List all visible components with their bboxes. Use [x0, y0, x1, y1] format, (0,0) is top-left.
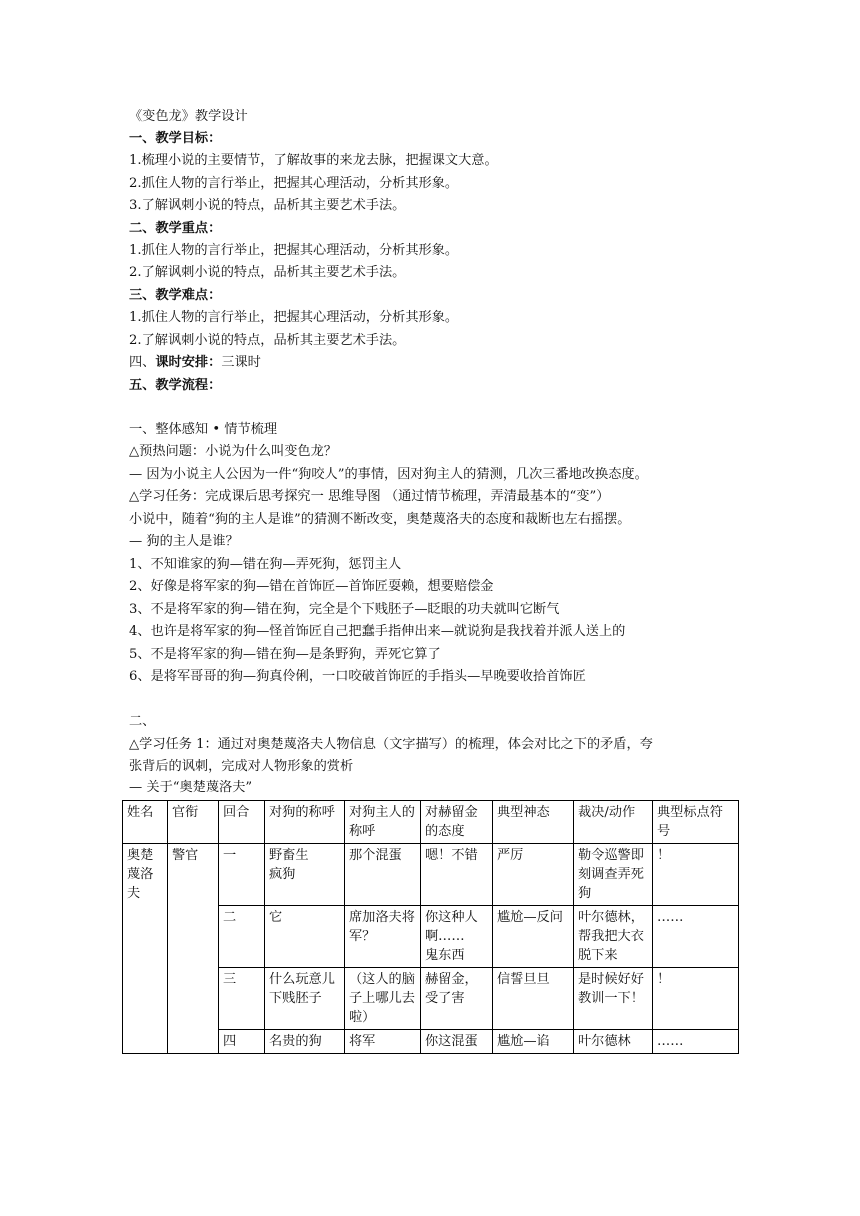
part1-line: △预热问题：小说为什么叫变色龙？: [129, 444, 337, 459]
section-heading-schedule: [129, 354, 261, 371]
goal-item: 1.梳理小说的主要情节，了解故事的来龙去脉，把握课文大意。: [129, 153, 498, 168]
header-cell: 姓名: [123, 801, 168, 844]
header-cell: 裁决/动作: [574, 801, 653, 844]
round-cell: 一: [219, 844, 265, 906]
table-cell: 严厉: [493, 844, 574, 906]
round-cell: 二: [219, 906, 265, 968]
part2-line: △学习任务 1：通过对奥楚蔑洛夫人物信息（文字描写）的梳理，体会对比之下的矛盾，夸: [129, 737, 653, 752]
table-cell: ……: [653, 1030, 739, 1054]
section-heading-goals: 一、教学目标：: [129, 131, 222, 146]
part1-heading: 一、整体感知 • 情节梳理: [129, 422, 278, 437]
table-cell: ！: [653, 968, 739, 1030]
table-cell: 野畜生 疯狗: [265, 844, 345, 906]
table-cell: 尴尬—谄: [493, 1030, 574, 1054]
table-cell: 尴尬—反问: [493, 906, 574, 968]
table-cell: （这人的脑子上哪儿去啦）: [345, 968, 421, 1030]
part1-line: 1、不知谁家的狗—错在狗—弄死狗，惩罚主人: [129, 557, 402, 572]
section-heading-process: 五、教学流程：: [129, 378, 222, 393]
table-cell: 那个混蛋: [345, 844, 421, 906]
table-cell: 你这混蛋: [421, 1030, 493, 1054]
table-cell: ！: [653, 844, 739, 906]
goal-item: 3.了解讽刺小说的特点，品析其主要艺术手法。: [129, 198, 406, 213]
table-cell: 勒令巡警即刻调查弄死狗: [574, 844, 653, 906]
table-cell: 叶尔德林: [574, 1030, 653, 1054]
difficulty-item: 2.了解讽刺小说的特点，品析其主要艺术手法。: [129, 333, 406, 348]
section-heading-focus: 二、教学重点：: [129, 221, 222, 236]
part1-line: 小说中，随着“狗的主人是谁”的猜测不断改变，奥楚蔑洛夫的态度和裁断也左右摇摆。: [129, 512, 631, 527]
header-cell: 对赫留金的态度: [421, 801, 493, 844]
schedule-label: 课时安排：: [155, 355, 222, 370]
table-cell: 嗯！不错: [421, 844, 493, 906]
header-cell: 官衔: [168, 801, 219, 844]
focus-item: 2.了解讽刺小说的特点，品析其主要艺术手法。: [129, 265, 406, 280]
doc-title: 《变色龙》教学设计: [129, 109, 248, 124]
header-cell: 对狗主人的称呼: [345, 801, 421, 844]
header-cell: 典型标点符号: [653, 801, 739, 844]
goal-item: 2.抓住人物的言行举止，把握其心理活动，分析其形象。: [129, 176, 459, 191]
part2-line: — 关于“奥楚蔑洛夫”: [129, 780, 253, 795]
part1-line: 6、是将军哥哥的狗—狗真伶俐，一口咬破首饰匠的手指头—早晚要收拾首饰匠: [129, 669, 586, 684]
round-cell: 四: [219, 1030, 265, 1054]
part1-line: 2、好像是将军家的狗—错在首饰匠—首饰匠耍赖，想要赔偿金: [129, 579, 494, 594]
focus-item: 1.抓住人物的言行举止，把握其心理活动，分析其形象。: [129, 243, 459, 258]
section-heading-difficulty: 三、教学难点：: [129, 288, 222, 303]
table-cell: 你这种人啊…… 鬼东西: [421, 906, 493, 968]
part1-line: — 狗的主人是谁？: [129, 534, 239, 549]
table-header-row: [123, 801, 739, 844]
part1-line: 4、也许是将军家的狗—怪首饰匠自己把蠢手指伸出来—就说狗是我找着并派人送上的: [129, 624, 626, 639]
schedule-prefix: 四、: [129, 355, 156, 370]
part1-line: — 因为小说主人公因为一件“狗咬人”的事情，因对狗主人的猜测，几次三番地改换态度。: [129, 467, 648, 482]
header-cell: 典型神态: [493, 801, 574, 844]
table-cell: 叶尔德林，帮我把大衣脱下来: [574, 906, 653, 968]
table-cell: 是时候好好教训一下！: [574, 968, 653, 1030]
table-cell: 什么玩意儿 下贱胚子: [265, 968, 345, 1030]
part2-line: 张背后的讽刺，完成对人物形象的赏析: [129, 759, 354, 774]
table-cell: 信誓旦旦: [493, 968, 574, 1030]
table-cell: ……: [653, 906, 739, 968]
header-cell: 回合: [219, 801, 265, 844]
character-table: [122, 800, 739, 1054]
part1-line: 5、不是将军家的狗—错在狗—是条野狗，弄死它算了: [129, 647, 441, 662]
table-cell: 赫留金，受了害: [421, 968, 493, 1030]
table-cell: 席加洛夫将军？: [345, 906, 421, 968]
schedule-value: 三课时: [221, 355, 261, 370]
round-cell: 三: [219, 968, 265, 1030]
difficulty-item: 1.抓住人物的言行举止，把握其心理活动，分析其形象。: [129, 310, 459, 325]
part2-heading: 二、: [129, 714, 156, 729]
part1-line: △学习任务：完成课后思考探究一 思维导图 （通过情节梳理，弄清最基本的“变”）: [129, 489, 610, 504]
header-cell: 对狗的称呼: [265, 801, 345, 844]
rank-cell: 警官: [168, 844, 219, 1054]
table-row: [123, 844, 739, 906]
table-cell: 名贵的狗: [265, 1030, 345, 1054]
name-cell: 奥楚蔑洛夫: [123, 844, 168, 1054]
table-cell: 它: [265, 906, 345, 968]
table-cell: 将军: [345, 1030, 421, 1054]
part1-line: 3、不是将军家的狗—错在狗，完全是个下贱胚子—眨眼的功夫就叫它断气: [129, 602, 560, 617]
